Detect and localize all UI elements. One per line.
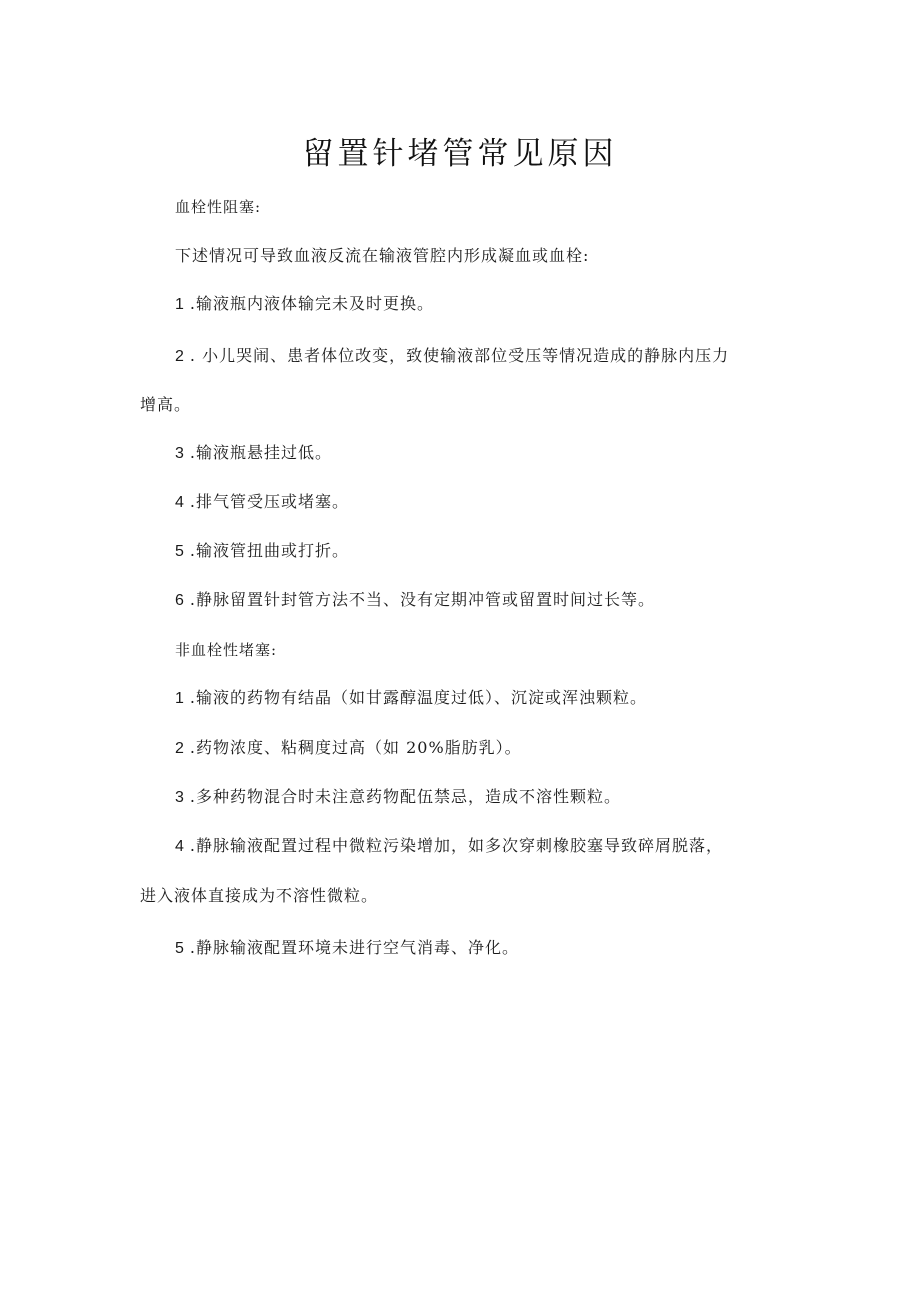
list-item-text: .静脉输液配置过程中微粒污染增加，如多次穿刺橡胶塞导致碎屑脱落，: [189, 836, 723, 855]
list-item-number: 5: [175, 940, 184, 957]
list-item-number: 3: [175, 445, 184, 462]
list-item-text: .药物浓度、粘稠度过高（如 20%脂肪乳）。: [189, 738, 522, 757]
list-item-number: 5: [175, 543, 184, 560]
list-item-number: 2: [175, 348, 184, 365]
list-item: [175, 937, 519, 960]
list-item: [175, 293, 434, 316]
list-item: [175, 345, 729, 368]
list-item-number: 6: [175, 592, 184, 609]
list-item-text: .多种药物混合时未注意药物配伍禁忌，造成不溶性颗粒。: [189, 787, 621, 806]
list-item-text: .输液管扭曲或打折。: [189, 541, 349, 560]
list-item: [175, 540, 349, 563]
list-item-number: 2: [175, 740, 184, 757]
list-item: [175, 589, 655, 612]
list-item-text: .输液瓶悬挂过低。: [189, 443, 332, 462]
page-title: 留置针堵管常见原因: [302, 136, 618, 172]
list-item-text: . 小儿哭闹、患者体位改变，致使输液部位受压等情况造成的静脉内压力: [189, 346, 730, 365]
list-item-number: 3: [175, 789, 184, 806]
list-item-text: .排气管受压或堵塞。: [189, 492, 349, 511]
section-intro: 下述情况可导致血液反流在输液管腔内形成凝血或血栓:: [175, 246, 590, 265]
list-item: [175, 835, 723, 858]
list-item: [175, 786, 621, 809]
section-heading-thrombotic: 血栓性阻塞:: [175, 198, 262, 216]
list-item-continuation: 进入液体直接成为不溶性微粒。: [140, 886, 379, 905]
list-item-text: .输液的药物有结晶（如甘露醇温度过低）、沉淀或浑浊颗粒。: [189, 688, 647, 707]
list-item-text: .静脉留置针封管方法不当、没有定期冲管或留置时间过长等。: [189, 590, 655, 609]
section-heading-non-thrombotic: 非血栓性堵塞:: [175, 641, 278, 659]
list-item-number: 4: [175, 838, 184, 855]
list-item-number: 1: [175, 690, 184, 707]
list-item-number: 4: [175, 494, 184, 511]
list-item-text: .输液瓶内液体输完未及时更换。: [189, 294, 434, 313]
list-item-number: 1: [175, 296, 184, 313]
list-item-text: .静脉输液配置环境未进行空气消毒、净化。: [189, 938, 519, 957]
list-item: [175, 442, 332, 465]
list-item: [175, 491, 349, 514]
list-item-continuation: 增高。: [140, 395, 192, 414]
list-item: [175, 687, 647, 710]
list-item: [175, 737, 522, 760]
